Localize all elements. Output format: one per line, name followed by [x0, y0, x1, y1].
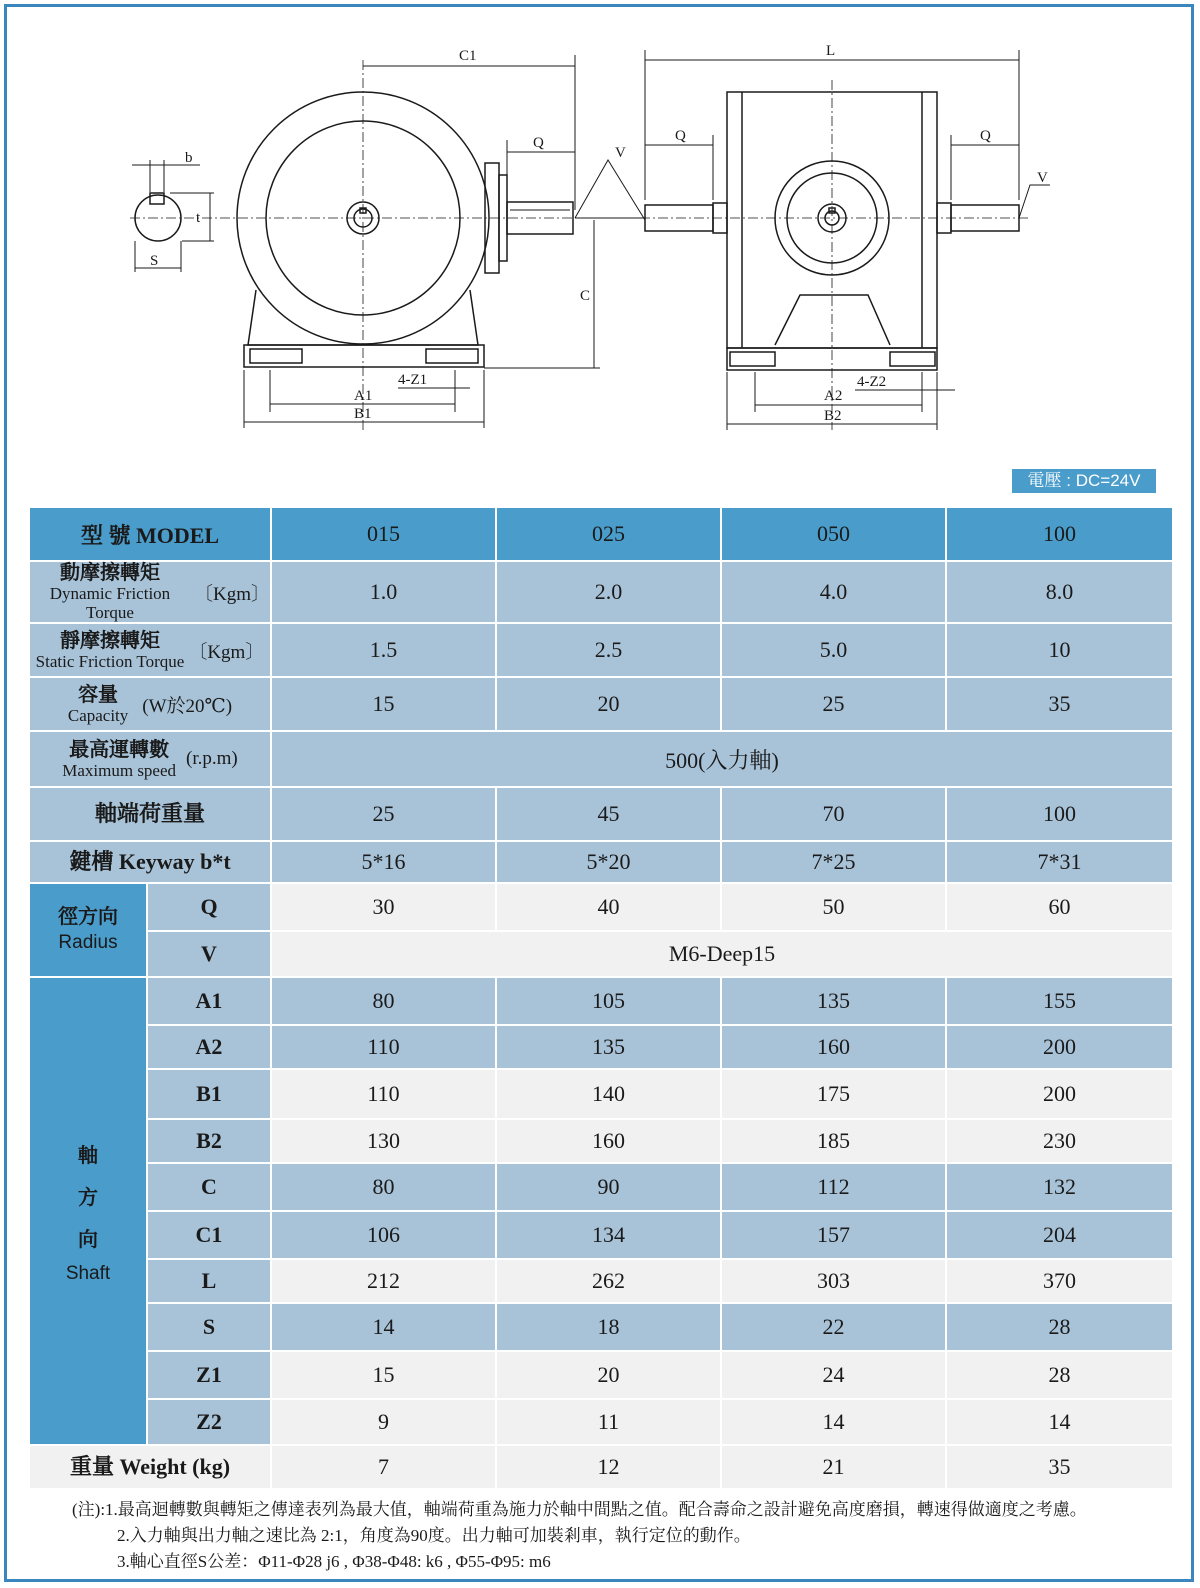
label-v-left: V	[615, 145, 626, 161]
model-025: 025	[496, 507, 721, 561]
code-s: S	[147, 1303, 271, 1351]
code-b1: B1	[147, 1069, 271, 1119]
weight-050: 21	[721, 1445, 946, 1489]
voltage-badge: 電壓 : DC=24V	[1012, 469, 1156, 493]
table-row	[29, 623, 1173, 677]
note-3: 3.軸心直徑S公差：Φ11-Φ28 j6 , Φ38-Φ48: k6 , Φ55-Φ95: m6	[117, 1552, 551, 1571]
max-speed-label	[29, 731, 271, 787]
label-l: L	[826, 43, 836, 59]
code-z2: Z2	[147, 1399, 271, 1445]
a1-050: 135	[721, 977, 946, 1025]
label-a1: A1	[354, 388, 373, 404]
dynamic-015: 1.0	[271, 561, 496, 623]
z1-015: 15	[271, 1351, 496, 1399]
shaft-zh-1: 軸	[78, 1145, 98, 1167]
l-015: 212	[271, 1259, 496, 1303]
l-025: 262	[496, 1259, 721, 1303]
c-050: 112	[721, 1163, 946, 1211]
weight-015: 7	[271, 1445, 496, 1489]
l-050: 303	[721, 1259, 946, 1303]
table-header-row	[29, 507, 1173, 561]
dynamic-torque-unit: 〔Kgm〕	[193, 583, 270, 605]
radius-en: Radius	[58, 932, 118, 953]
model-100: 100	[946, 507, 1173, 561]
a2-015: 110	[271, 1025, 496, 1069]
z1-100: 28	[946, 1351, 1173, 1399]
table-row	[29, 1399, 1173, 1445]
table-row	[29, 787, 1173, 841]
static-torque-unit: 〔Kgm〕	[188, 641, 265, 663]
z2-050: 14	[721, 1399, 946, 1445]
table-row	[29, 1259, 1173, 1303]
table-row	[29, 677, 1173, 731]
dynamic-torque-label	[29, 561, 271, 623]
table-row	[29, 1445, 1173, 1489]
code-c1: C1	[147, 1211, 271, 1259]
label-4-z1: 4-Z1	[398, 372, 428, 388]
shaft-en: Shaft	[65, 1263, 111, 1284]
b1-015: 110	[271, 1069, 496, 1119]
table-row	[29, 731, 1173, 787]
label-q-right-a: Q	[675, 128, 686, 144]
dynamic-torque-en: Dynamic Friction Torque	[49, 584, 171, 622]
table-row	[29, 1351, 1173, 1399]
table-row	[29, 1069, 1173, 1119]
a1-015: 80	[271, 977, 496, 1025]
dynamic-100: 8.0	[946, 561, 1173, 623]
table-row	[29, 841, 1173, 883]
table-row	[29, 1025, 1173, 1069]
model-050: 050	[721, 507, 946, 561]
q-050: 50	[721, 883, 946, 931]
shaft-zh-2: 方	[78, 1187, 98, 1209]
label-q-right-b: Q	[980, 128, 991, 144]
label-a2: A2	[824, 388, 843, 404]
c-100: 132	[946, 1163, 1173, 1211]
label-t: t	[196, 210, 201, 226]
shaft-group-label	[29, 977, 147, 1445]
shaft-zh-3: 向	[78, 1229, 98, 1251]
static-torque-en: Static Friction Torque	[35, 651, 185, 671]
label-q-left: Q	[533, 135, 544, 151]
keyway-050: 7*25	[721, 841, 946, 883]
code-b2: B2	[147, 1119, 271, 1163]
note-2: 2.入力軸與出力軸之速比為 2:1，角度為90度。出力軸可加裝剎車，執行定位的動作。	[117, 1526, 751, 1545]
b1-025: 140	[496, 1069, 721, 1119]
q-025: 40	[496, 883, 721, 931]
z2-100: 14	[946, 1399, 1173, 1445]
c1-050: 157	[721, 1211, 946, 1259]
a2-025: 135	[496, 1025, 721, 1069]
static-100: 10	[946, 623, 1173, 677]
q-100: 60	[946, 883, 1173, 931]
spec-table	[28, 506, 1174, 1490]
static-050: 5.0	[721, 623, 946, 677]
technical-drawing	[0, 0, 1200, 450]
note-1: (注):1.最高迴轉數與轉矩之傳達表列為最大值，軸端荷重為施力於軸中間點之值。配合壽命之設計避免高度磨損，轉速得做適度之考慮。	[72, 1500, 1087, 1519]
capacity-050: 25	[721, 677, 946, 731]
code-l: L	[147, 1259, 271, 1303]
label-b1: B1	[354, 406, 372, 422]
b2-025: 160	[496, 1119, 721, 1163]
label-b: b	[185, 150, 193, 166]
a2-100: 200	[946, 1025, 1173, 1069]
z1-025: 20	[496, 1351, 721, 1399]
weight-label: 重量 Weight (kg)	[29, 1445, 271, 1489]
table-row	[29, 977, 1173, 1025]
c1-015: 106	[271, 1211, 496, 1259]
weight-100: 35	[946, 1445, 1173, 1489]
b2-015: 130	[271, 1119, 496, 1163]
c-015: 80	[271, 1163, 496, 1211]
load-015: 25	[271, 787, 496, 841]
q-015: 30	[271, 883, 496, 931]
table-row	[29, 1163, 1173, 1211]
model-label: 型 號 MODEL	[29, 507, 271, 561]
l-100: 370	[946, 1259, 1173, 1303]
capacity-unit: (W於20℃)	[142, 695, 233, 717]
max-speed-value: 500(入力軸)	[271, 731, 1173, 787]
capacity-025: 20	[496, 677, 721, 731]
code-z1: Z1	[147, 1351, 271, 1399]
radius-zh: 徑方向	[58, 906, 118, 928]
keyway-100: 7*31	[946, 841, 1173, 883]
code-a2: A2	[147, 1025, 271, 1069]
capacity-label	[29, 677, 271, 731]
dynamic-025: 2.0	[496, 561, 721, 623]
model-015: 015	[271, 507, 496, 561]
code-v: V	[147, 931, 271, 977]
footnotes	[72, 1497, 1182, 1575]
code-c: C	[147, 1163, 271, 1211]
s-025: 18	[496, 1303, 721, 1351]
a1-100: 155	[946, 977, 1173, 1025]
keyway-025: 5*20	[496, 841, 721, 883]
b1-100: 200	[946, 1069, 1173, 1119]
v-value: M6-Deep15	[271, 931, 1173, 977]
static-torque-zh: 靜摩擦轉矩	[59, 629, 160, 652]
static-torque-label	[29, 623, 271, 677]
max-speed-unit: (r.p.m)	[186, 748, 238, 769]
label-c1: C1	[459, 48, 477, 64]
label-c: C	[580, 288, 591, 304]
load-025: 45	[496, 787, 721, 841]
label-s: S	[150, 253, 159, 269]
c1-025: 134	[496, 1211, 721, 1259]
capacity-100: 35	[946, 677, 1173, 731]
static-015: 1.5	[271, 623, 496, 677]
max-speed-en: Maximum speed	[62, 760, 177, 780]
c-025: 90	[496, 1163, 721, 1211]
z2-025: 11	[496, 1399, 721, 1445]
code-q: Q	[147, 883, 271, 931]
load-100: 100	[946, 787, 1173, 841]
table-row	[29, 1211, 1173, 1259]
a2-050: 160	[721, 1025, 946, 1069]
dynamic-torque-zh: 動摩擦轉矩	[59, 562, 160, 584]
table-row	[29, 1303, 1173, 1351]
static-025: 2.5	[496, 623, 721, 677]
z1-050: 24	[721, 1351, 946, 1399]
b2-100: 230	[946, 1119, 1173, 1163]
table-row	[29, 883, 1173, 931]
z2-015: 9	[271, 1399, 496, 1445]
capacity-015: 15	[271, 677, 496, 731]
b1-050: 175	[721, 1069, 946, 1119]
s-015: 14	[271, 1303, 496, 1351]
table-row	[29, 931, 1173, 977]
code-a1: A1	[147, 977, 271, 1025]
shaft-load-label: 軸端荷重量	[29, 787, 271, 841]
a1-025: 105	[496, 977, 721, 1025]
load-050: 70	[721, 787, 946, 841]
s-100: 28	[946, 1303, 1173, 1351]
table-row	[29, 561, 1173, 623]
c1-100: 204	[946, 1211, 1173, 1259]
keyway-label: 鍵槽 Keyway b*t	[29, 841, 271, 883]
weight-025: 12	[496, 1445, 721, 1489]
capacity-zh: 容量	[78, 683, 119, 706]
label-4-z2: 4-Z2	[857, 374, 887, 390]
s-050: 22	[721, 1303, 946, 1351]
max-speed-zh: 最高運轉數	[69, 738, 170, 761]
table-row	[29, 1119, 1173, 1163]
b2-050: 185	[721, 1119, 946, 1163]
dynamic-050: 4.0	[721, 561, 946, 623]
radius-group-label	[29, 883, 147, 977]
label-b2: B2	[824, 408, 842, 424]
label-v-right: V	[1037, 170, 1048, 186]
capacity-en: Capacity	[67, 705, 129, 725]
keyway-015: 5*16	[271, 841, 496, 883]
